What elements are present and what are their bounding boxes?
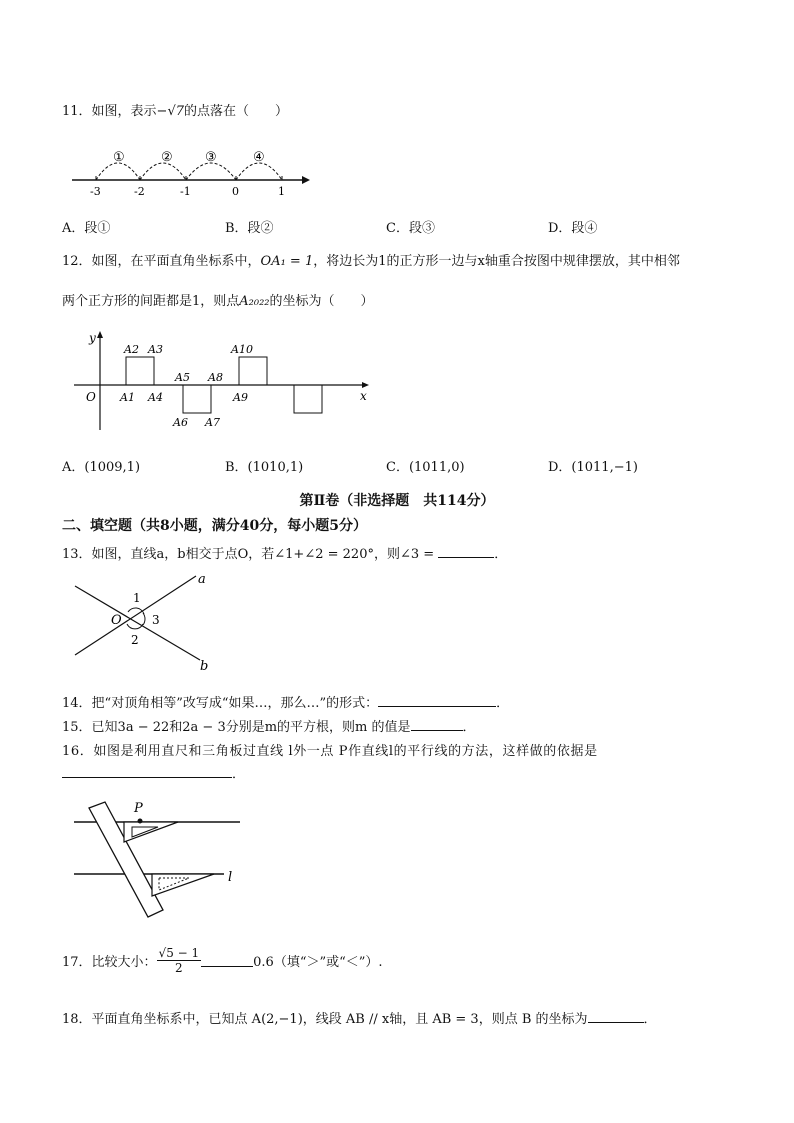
segment-arc-1: [96, 163, 140, 180]
square-4: [294, 385, 322, 413]
point-label-a4: A4: [148, 391, 163, 404]
y-axis-label: y: [89, 331, 96, 345]
square-3: [239, 357, 267, 385]
q12-option-d[interactable]: D．(1011,−1): [548, 460, 638, 475]
q11-option-d[interactable]: D．段④: [548, 221, 598, 236]
q12-stem-line2: 两个正方形的间距都是1，则点A₂₀₂₂的坐标为（ ）: [62, 294, 374, 309]
point-label-a8: A8: [208, 371, 223, 384]
axis-arrow: [302, 176, 310, 184]
q14-stem: 14．把“对顶角相等”改写成“如果…，那么…”的形式： ．: [62, 696, 510, 711]
point-o-label: O: [111, 613, 122, 628]
q12-stem-line1: 12．如图，在平面直角坐标系中，OA₁ = 1，将边长为1的正方形一边与x轴重合按图中规律摆放，其中相邻: [62, 254, 680, 269]
q12-option-b[interactable]: B．(1010,1): [225, 460, 304, 475]
q11-stem: 11．如图，表示−√7的点落在（ ）: [62, 104, 289, 119]
q11-option-b[interactable]: B．段②: [225, 221, 274, 236]
q16-answer-blank[interactable]: [62, 765, 232, 778]
ruler: [89, 802, 163, 917]
q12-option-c[interactable]: C．(1011,0): [386, 460, 465, 475]
segment-label-2: ②: [161, 150, 173, 165]
q17-answer-blank[interactable]: [201, 954, 253, 967]
point-label-a7: A7: [205, 416, 220, 429]
q11-option-c[interactable]: C．段③: [386, 221, 435, 236]
q17-fraction: $\frac{√5 - 1}{2}$: [158, 946, 200, 975]
tick-label: -1: [180, 185, 191, 198]
y-axis-arrow: [97, 331, 103, 338]
ruler-triangle-figure: [68, 800, 248, 920]
point-label-a5: A5: [175, 371, 190, 384]
part-two-title: 第Ⅱ卷（非选择题 共114分）: [299, 493, 495, 509]
intersecting-lines-figure: [68, 572, 218, 672]
squares-figure: [70, 330, 380, 435]
line-a-label: a: [198, 572, 206, 587]
triangle-set-square-bottom: [152, 874, 214, 896]
q16-stem-line1: 16．如图是利用直尺和三角板过直线 l外一点 P作直线l的平行线的方法，这样做的依据是: [62, 744, 598, 759]
x-axis-arrow: [362, 382, 369, 388]
line-b-label: b: [200, 659, 209, 672]
point-label-a10: A10: [231, 343, 253, 356]
square-2: [183, 385, 211, 413]
q15-answer-blank[interactable]: [411, 718, 463, 731]
angle-2-label: 2: [131, 633, 139, 647]
point-label-a6: A6: [173, 416, 188, 429]
point-label-a1: A1: [120, 391, 135, 404]
number-line-figure: [66, 140, 316, 200]
point-label-a2: A2: [124, 343, 139, 356]
point-label-a3: A3: [148, 343, 163, 356]
tick-label: 1: [278, 185, 285, 198]
q18-stem: 18．平面直角坐标系中，已知点 A(2,−1)，线段 AB // x轴，且 AB = 3，则点 B 的坐标为 ．: [62, 1012, 657, 1027]
segment-label-3: ③: [205, 150, 217, 165]
angle-arc-3: [143, 613, 145, 625]
square-1: [126, 357, 154, 385]
segment-arc-2: [140, 163, 186, 180]
segment-arc-3: [186, 163, 236, 180]
angle-3-label: 3: [152, 613, 160, 627]
q17-stem: 17．比较大小： $\frac{√5 - 1}{2}$ 0.6（填“＞”或“＜”）.: [62, 946, 383, 975]
point-p-label: P: [134, 801, 143, 816]
q18-answer-blank[interactable]: [588, 1010, 644, 1023]
segment-label-4: ④: [253, 150, 265, 165]
q12-option-a[interactable]: A．(1009,1): [62, 460, 141, 475]
q13-stem: 13．如图，直线a，b相交于点O，若∠1+∠2 = 220°，则∠3 = ．: [62, 547, 508, 562]
point-label-a9: A9: [233, 391, 248, 404]
x-axis-label: x: [360, 389, 367, 403]
line-l-label: l: [228, 870, 233, 885]
origin-label: O: [86, 390, 96, 404]
segment-label-1: ①: [113, 150, 125, 165]
segment-arc-4: [236, 163, 282, 180]
tick-label: 0: [232, 185, 239, 198]
point-p: [138, 819, 143, 824]
q13-answer-blank[interactable]: [438, 545, 494, 558]
q11-option-a[interactable]: A．段①: [62, 221, 111, 236]
q15-stem: 15．已知3a − 22和2a − 3分别是m的平方根，则m 的值是 ．: [62, 720, 476, 735]
q16-stem-line2: ．: [62, 763, 245, 782]
angle-1-label: 1: [133, 591, 141, 605]
tick-label: -2: [134, 185, 145, 198]
section-heading: 二、填空题（共8小题，满分40分，每小题5分）: [62, 518, 367, 534]
tick-label: -3: [90, 185, 101, 198]
q14-answer-blank[interactable]: [378, 694, 496, 707]
